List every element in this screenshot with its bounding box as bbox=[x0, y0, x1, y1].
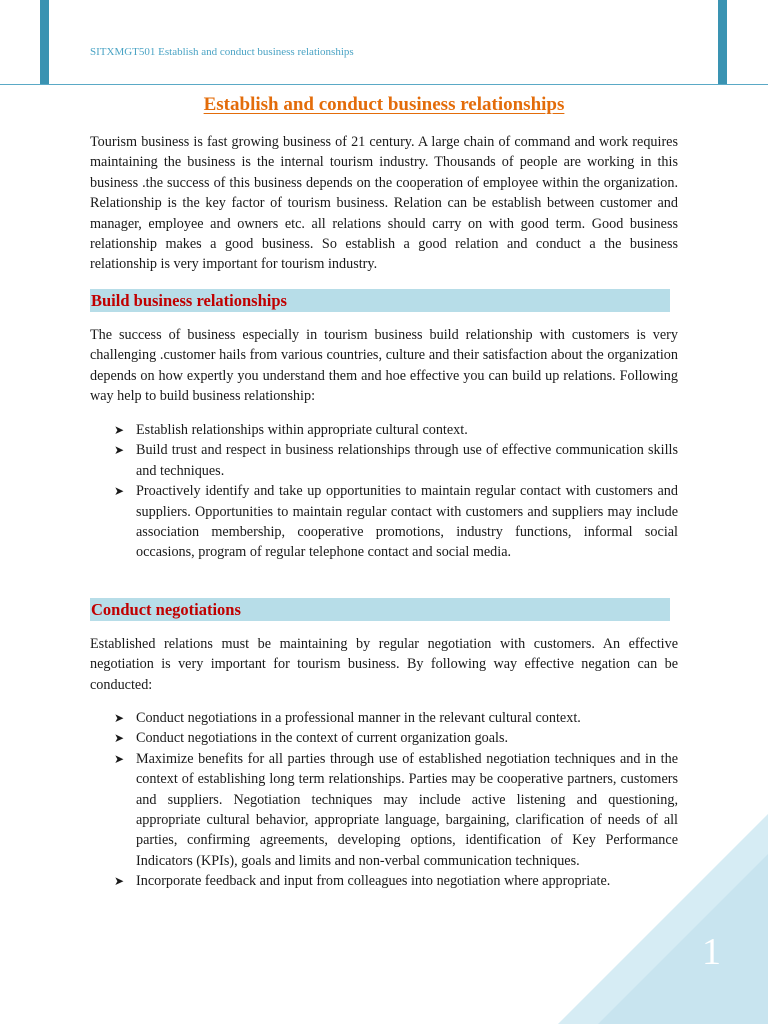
arrow-bullet-icon: ➤ bbox=[114, 711, 125, 725]
section-body-build: The success of business especially in tourism business build relationship with customers is very challenging .customer hails from various countries, culture and their satisfaction about the organization depends on how expertly you understand them and hoe effective you can build up relations. Following way help to build business relationship: bbox=[90, 327, 678, 405]
list-item: ➤ Conduct negotiations in a professional manner in the relevant cultural context. bbox=[114, 708, 678, 728]
section-heading-build: Build business relationships bbox=[90, 289, 670, 312]
corner-triangle-inner bbox=[598, 854, 768, 1024]
document-title: Establish and conduct business relationships bbox=[203, 94, 565, 115]
header-rule bbox=[0, 84, 768, 85]
header-title: Establish and conduct business relationships bbox=[158, 46, 354, 58]
section-heading-negotiations: Conduct negotiations bbox=[90, 598, 670, 621]
page-number: 1 bbox=[702, 931, 721, 973]
arrow-bullet-icon: ➤ bbox=[114, 731, 125, 746]
list-item: ➤ Build trust and respect in business relationships through use of effective communication skills and techniques. bbox=[114, 442, 678, 479]
bullet-list-build bbox=[114, 420, 678, 563]
section-body-negotiations: Established relations must be maintaining by regular negotiation with customers. An effective negotiation is very important for tourism business. By following way effective negation can be conducted: bbox=[90, 636, 678, 693]
list-item: ➤ Proactively identify and take up opportunities to maintain regular contact with customers and suppliers. Opportunities to maintain regular contact with customers and suppliers may include association membership, cooperative promotions, industry functions, informal social occasions, program of regular telephone contact and social media. bbox=[114, 483, 678, 561]
arrow-bullet-icon: ➤ bbox=[114, 751, 125, 766]
arrow-bullet-icon: ➤ bbox=[114, 874, 125, 889]
arrow-bullet-icon: ➤ bbox=[114, 443, 125, 458]
header-right-bar bbox=[718, 0, 727, 84]
arrow-bullet-icon: ➤ bbox=[114, 423, 125, 437]
page-corner-decoration bbox=[558, 814, 768, 1024]
list-item: ➤ Conduct negotiations in the context of current organization goals. bbox=[114, 728, 678, 748]
running-header bbox=[90, 46, 354, 58]
list-item: ➤ Establish relationships within appropriate cultural context. bbox=[114, 420, 678, 440]
list-item: ➤ Incorporate feedback and input from colleagues into negotiation where appropriate. bbox=[114, 871, 678, 891]
header-left-bar bbox=[40, 0, 49, 84]
header-code: SITXMGT501 bbox=[90, 46, 156, 58]
intro-paragraph: Tourism business is fast growing business of 21 century. A large chain of command and work requires maintaining the business is the internal tourism industry. Thousands of people are working in this business .the success of this business depends on the cooperation of employee within the organization. Relationship is the key factor of tourism business. Relation can be establish between customer and manager, employee and owners etc. all relations should carry on with good term. Good business relationship makes a good business. So establish a good relation and conduct a the business relationship is very important for tourism industry. bbox=[90, 134, 678, 273]
list-item: ➤ Maximize benefits for all parties through use of established negotiation techniques and in the context of establishing long term relationships. Parties may be cooperative partners, customers and suppliers. Negotiation techniques may include active listening and questioning, appropriate cultural behavior, appropriate language, bargaining, clarification of needs of all parties, confirming agreements, developing options, identification of Key Performance Indicators (KPIs), goals and limits and non-verbal communication techniques. bbox=[114, 750, 678, 869]
arrow-bullet-icon: ➤ bbox=[114, 484, 125, 499]
